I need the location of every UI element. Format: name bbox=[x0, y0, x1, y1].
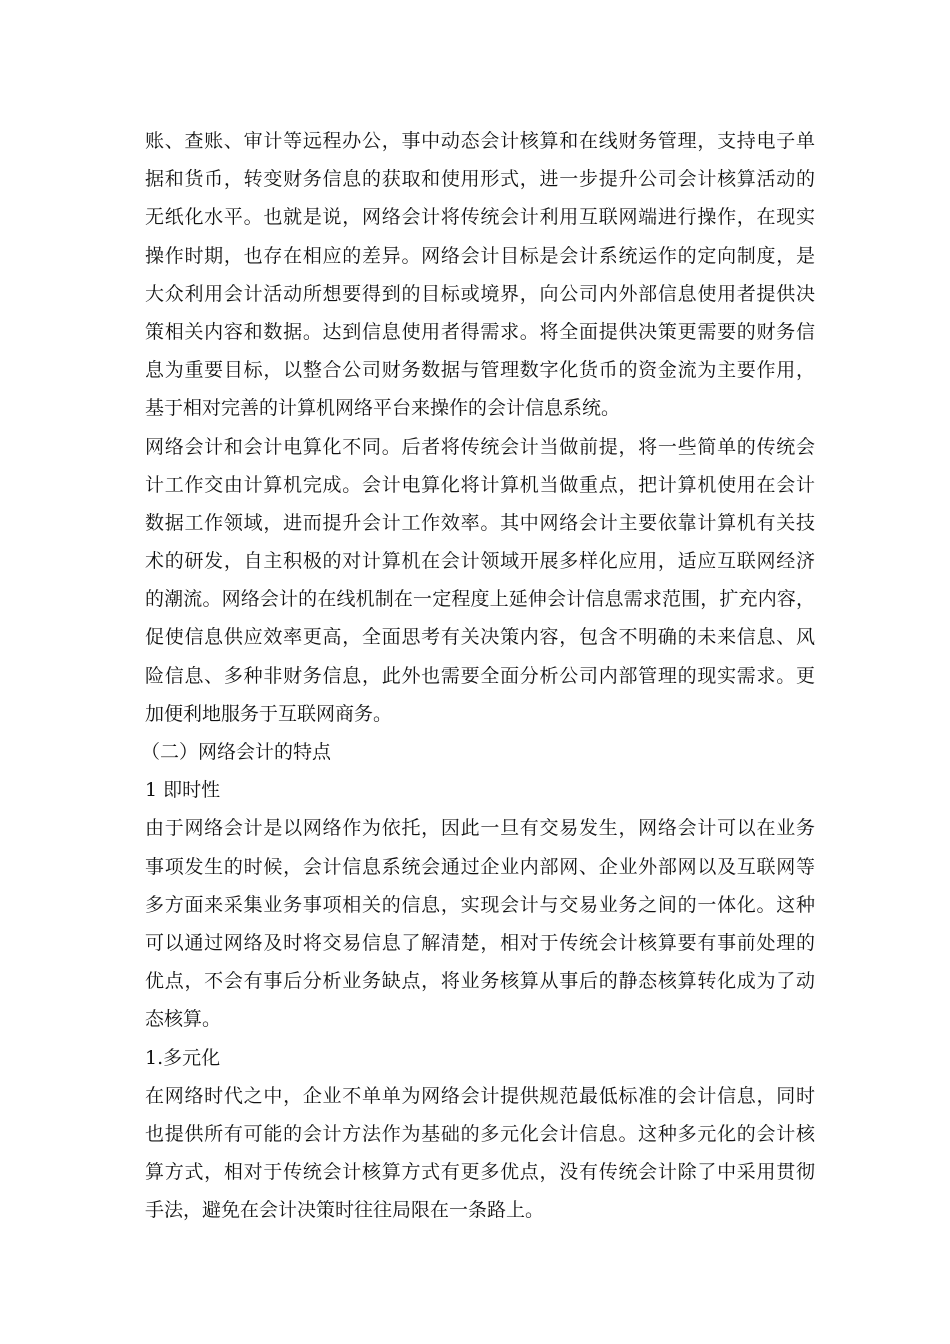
paragraph-3 bbox=[145, 809, 815, 1038]
paragraph-line: 策相关内容和数据。达到信息使用者得需求。将全面提供决策更需要的财务信 bbox=[145, 320, 815, 343]
paragraph-line: 在网络时代之中，企业不单单为网络会计提供规范最低标准的会计信息，同时 bbox=[145, 1084, 815, 1107]
paragraph-line: 操作时期，也存在相应的差异。网络会计目标是会计系统运作的定向制度，是 bbox=[145, 244, 815, 267]
sub-heading-immediacy: 1 即时性 bbox=[145, 779, 221, 802]
paragraph-line: 息为重要目标，以整合公司财务数据与管理数字化货币的资金流为主要作用， bbox=[145, 359, 815, 382]
paragraph-1 bbox=[145, 122, 815, 428]
paragraph-line: 数据工作领域，进而提升会计工作效率。其中网络会计主要依靠计算机有关技 bbox=[145, 511, 815, 534]
paragraph-line: 手法，避免在会计决策时往往局限在一条路上。 bbox=[145, 1199, 545, 1222]
paragraph-4 bbox=[145, 1077, 815, 1230]
paragraph-line: 账、查账、审计等远程办公，事中动态会计核算和在线财务管理，支持电子单 bbox=[145, 130, 815, 152]
paragraph-line: 态核算。 bbox=[145, 1008, 222, 1031]
paragraph-line: 促使信息供应效率更高，全面思考有关决策内容，包含不明确的未来信息、风 bbox=[145, 626, 815, 649]
paragraph-line: 网络会计和会计电算化不同。后者将传统会计当做前提，将一些简单的传统会 bbox=[145, 435, 815, 458]
paragraph-line: 基于相对完善的计算机网络平台来操作的会计信息系统。 bbox=[145, 397, 621, 420]
sub-heading-diversification: 1.多元化 bbox=[145, 1046, 221, 1069]
paragraph-line: 事项发生的时候，会计信息系统会通过企业内部网、企业外部网以及互联网等 bbox=[145, 855, 815, 878]
document-body bbox=[141, 122, 815, 1229]
paragraph-line: 计工作交由计算机完成。会计电算化将计算机当做重点，把计算机使用在会计 bbox=[145, 473, 815, 496]
paragraph-line: 无纸化水平。也就是说，网络会计将传统会计利用互联网端进行操作，在现实 bbox=[145, 206, 815, 229]
section-heading: （二）网络会计的特点 bbox=[141, 741, 332, 763]
paragraph-line: 大众利用会计活动所想要得到的目标或境界，向公司内外部信息使用者提供决 bbox=[145, 282, 815, 305]
paragraph-2 bbox=[145, 428, 815, 734]
paragraph-line: 由于网络会计是以网络作为依托，因此一旦有交易发生，网络会计可以在业务 bbox=[145, 817, 815, 840]
paragraph-line: 险信息、多种非财务信息，此外也需要全面分析公司内部管理的现实需求。更 bbox=[145, 664, 815, 687]
paragraph-line: 的潮流。网络会计的在线机制在一定程度上延伸会计信息需求范围，扩充内容， bbox=[145, 588, 815, 611]
paragraph-line: 也提供所有可能的会计方法作为基础的多元化会计信息。这种多元化的会计核 bbox=[145, 1122, 815, 1145]
paragraph-line: 加便利地服务于互联网商务。 bbox=[145, 702, 393, 725]
paragraph-line: 可以通过网络及时将交易信息了解清楚，相对于传统会计核算要有事前处理的 bbox=[145, 931, 815, 954]
paragraph-line: 术的研发，自主积极的对计算机在会计领域开展多样化应用，适应互联网经济 bbox=[145, 550, 815, 573]
paragraph-line: 优点，不会有事后分析业务缺点，将业务核算从事后的静态核算转化成为了动 bbox=[145, 970, 815, 993]
paragraph-line: 多方面来采集业务事项相关的信息，实现会计与交易业务之间的一体化。这种 bbox=[145, 893, 815, 916]
paragraph-line: 据和货币，转变财务信息的获取和使用形式，进一步提升公司会计核算活动的 bbox=[145, 168, 815, 191]
paragraph-line: 算方式，相对于传统会计核算方式有更多优点，没有传统会计除了中采用贯彻 bbox=[145, 1161, 815, 1184]
